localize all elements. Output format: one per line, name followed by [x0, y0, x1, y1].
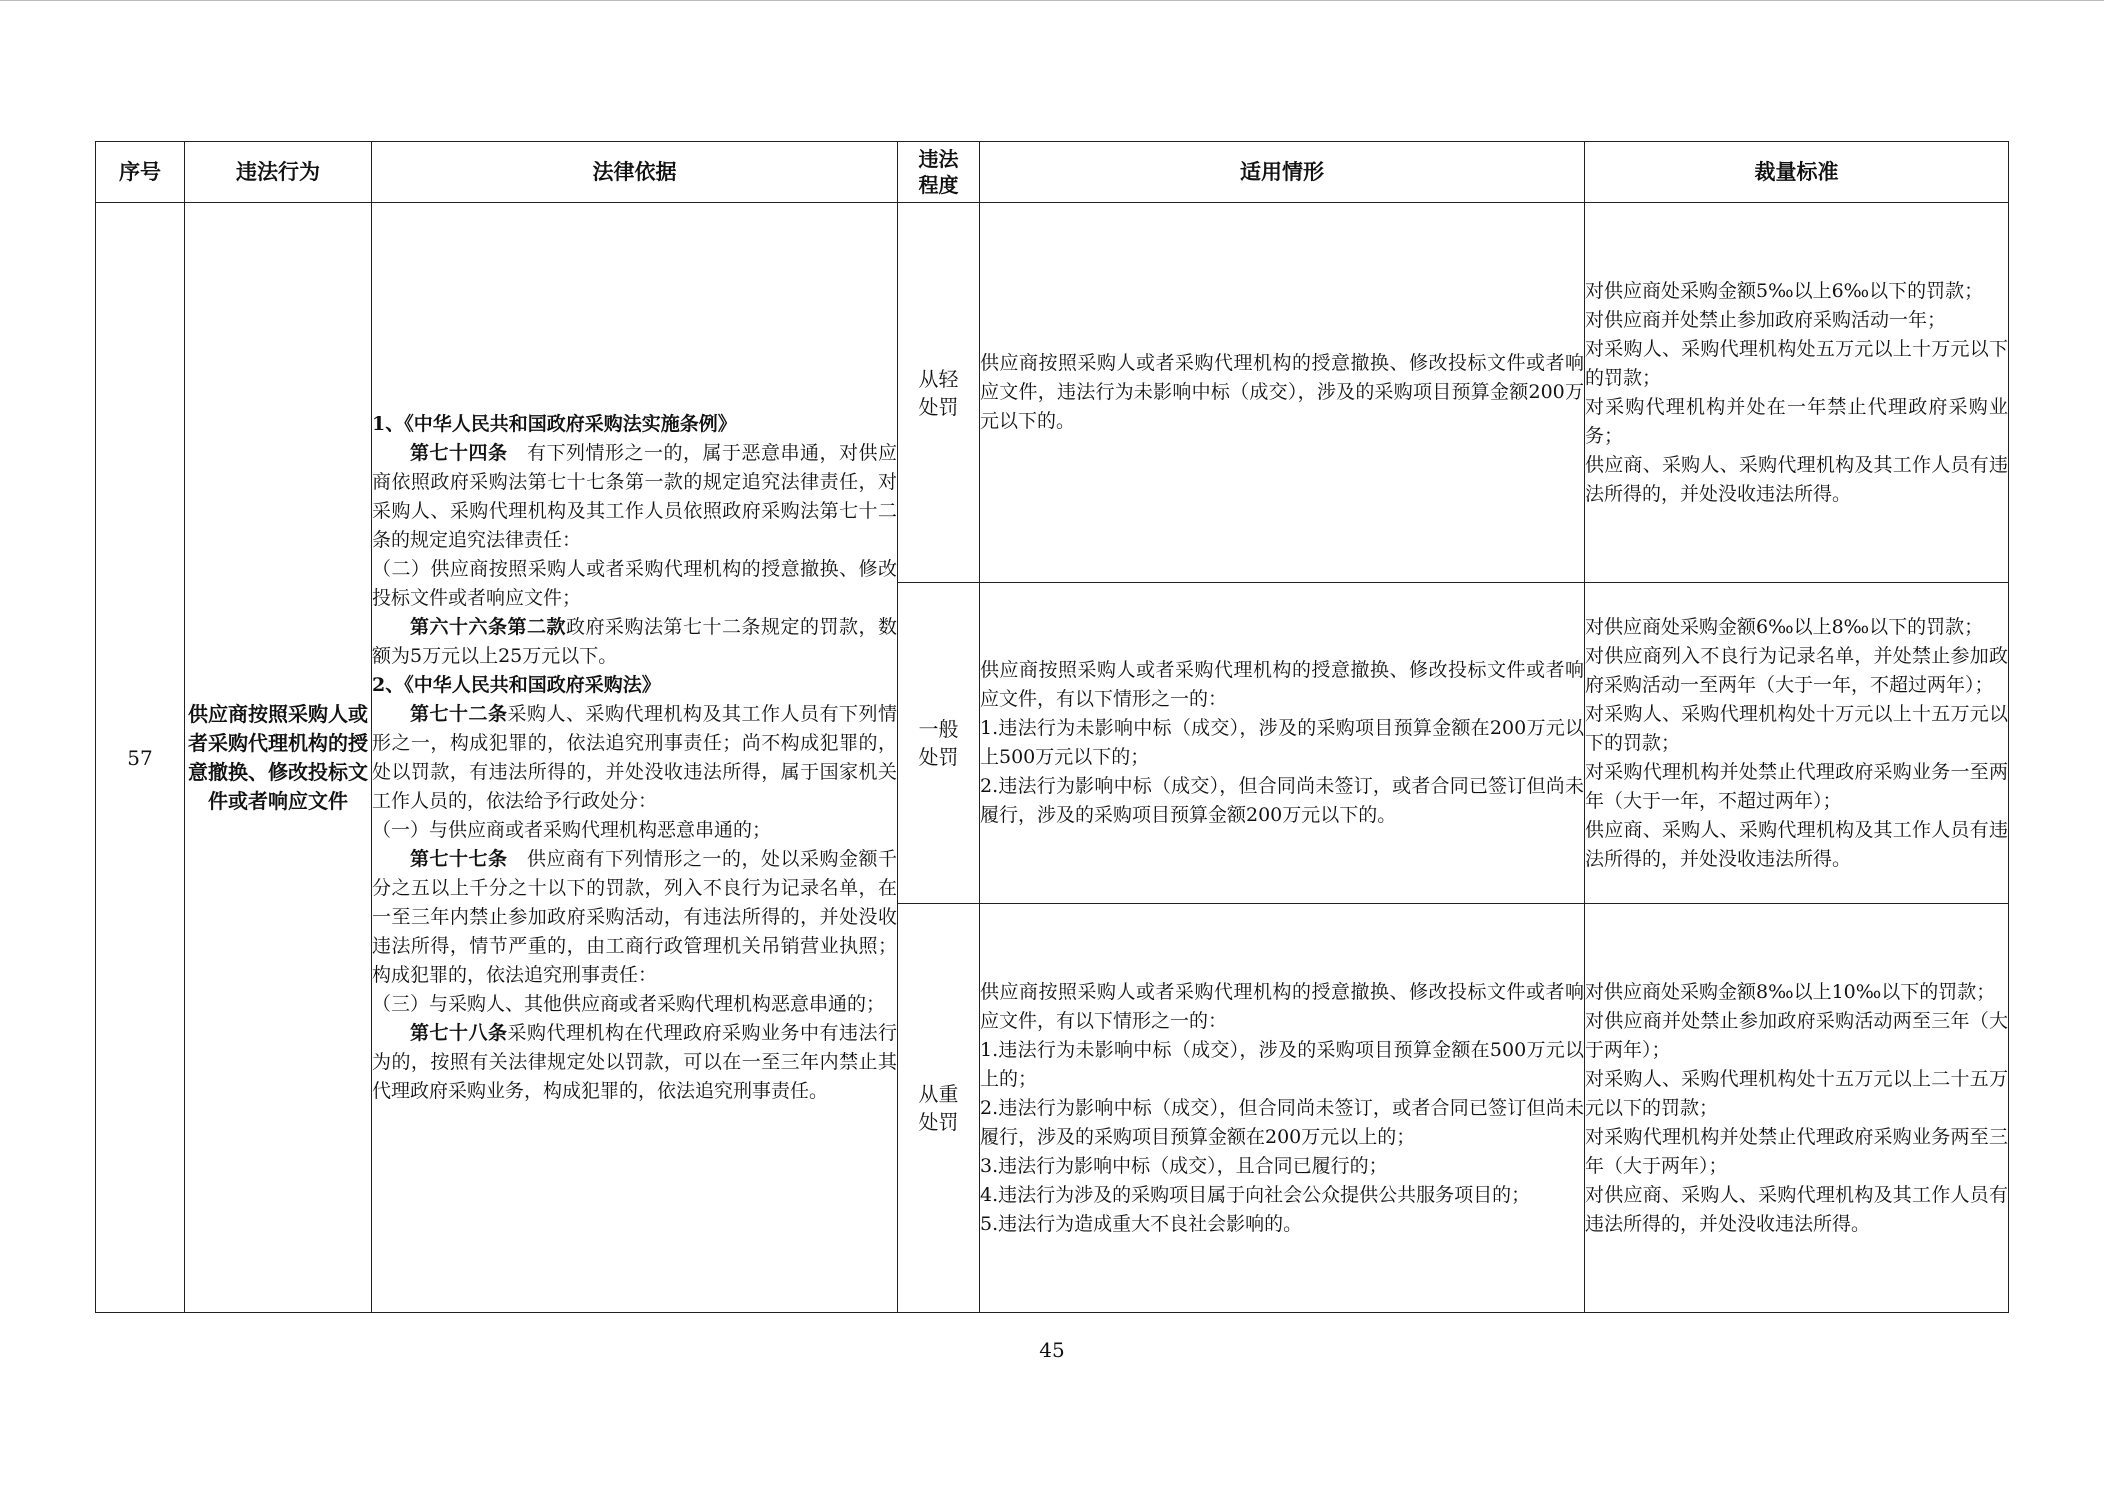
standard-line: 对采购人、采购代理机构处十万元以上十五万元以下的罚款； [1585, 702, 2008, 754]
article-78-head: 第七十八条 [410, 1021, 508, 1044]
degree-general [898, 583, 980, 904]
article-66 [372, 613, 897, 671]
standard-general [1585, 583, 2009, 904]
article-66-head: 第六十六条第二款 [410, 615, 566, 638]
situation-line: 5.违法行为造成重大不良社会影响的。 [980, 1212, 1303, 1235]
standard-heavy [1585, 904, 2009, 1313]
article-77 [372, 845, 897, 990]
degree-light-line2: 处罚 [918, 394, 959, 419]
article-77-head: 第七十七条 [410, 847, 508, 870]
article-74-head: 第七十四条 [410, 441, 508, 464]
article-74-item: （二）供应商按照采购人或者采购代理机构的授意撤换、修改投标文件或者响应文件； [372, 557, 897, 609]
degree-heavy-line1: 从重 [918, 1082, 959, 1106]
law-title-1: 1、《中华人民共和国政府采购法实施条例》 [372, 412, 737, 435]
situation-line: 1.违法行为未影响中标（成交），涉及的采购项目预算金额在500万元以上的； [980, 1038, 1584, 1090]
standard-line: 供应商、采购人、采购代理机构及其工作人员有违法所得的，并处没收违法所得。 [1585, 453, 2008, 505]
standard-line: 对采购代理机构并处禁止代理政府采购业务一至两年（大于一年，不超过两年）； [1585, 760, 2008, 812]
header-act: 违法行为 [185, 142, 372, 203]
page-number: 45 [1039, 1338, 1065, 1362]
article-74-text: 有下列情形之一的，属于恶意串通，对供应商依照政府采购法第七十七条第一款的规定追究法律责任，对采购人、采购代理机构及其工作人员依照政府采购法第七十二条的规定追究法律责任： [372, 441, 897, 551]
article-78 [372, 1019, 897, 1106]
standard-line: 对供应商处采购金额5‰以上6‰以下的罚款； [1585, 279, 1984, 302]
row-number: 57 [96, 203, 185, 1313]
standard-line: 对供应商并处禁止参加政府采购活动两至三年（大于两年）； [1585, 1009, 2008, 1061]
standard-line: 对供应商处采购金额8‰以上10‰以下的罚款； [1585, 980, 1996, 1003]
table-row [96, 203, 2009, 583]
header-law: 法律依据 [372, 142, 898, 203]
standard-line: 对供应商处采购金额6‰以上8‰以下的罚款； [1585, 615, 1984, 638]
article-77-item: （三）与采购人、其他供应商或者采购代理机构恶意串通的； [372, 992, 886, 1015]
situation-line: 2.违法行为影响中标（成交），但合同尚未签订，或者合同已签订但尚未履行，涉及的采购项目预算金额200万元以下的。 [980, 775, 1584, 826]
degree-heavy [898, 904, 980, 1313]
situation-line: 供应商按照采购人或者采购代理机构的授意撤换、修改投标文件或者响应文件，有以下情形之一的： [980, 659, 1584, 710]
standard-light [1585, 203, 2009, 583]
standard-line: 对采购代理机构并处禁止代理政府采购业务两至三年（大于两年）； [1585, 1125, 2008, 1177]
standard-line: 对供应商、采购人、采购代理机构及其工作人员有违法所得的，并处没收违法所得。 [1585, 1183, 2008, 1235]
standard-line: 对供应商列入不良行为记录名单，并处禁止参加政府采购活动一至两年（大于一年，不超过两年）； [1585, 644, 2008, 696]
degree-light-line1: 从轻 [918, 366, 959, 391]
violation-act: 供应商按照采购人或者采购代理机构的授意撤换、修改投标文件或者响应文件 [185, 203, 372, 1313]
situation-line: 3.违法行为影响中标（成交），且合同已履行的； [980, 1154, 1388, 1177]
article-66-text: 政府采购法第七十二条规定的罚款，数额为5万元以上25万元以下。 [372, 615, 897, 667]
penalty-table [95, 141, 2009, 1313]
header-no: 序号 [96, 142, 185, 203]
situation-line: 4.违法行为涉及的采购项目属于向社会公众提供公共服务项目的； [980, 1183, 1531, 1206]
article-72-head: 第七十二条 [410, 702, 508, 725]
page-top-border [0, 0, 2104, 1]
standard-line: 对采购人、采购代理机构处十五万元以上二十五万元以下的罚款； [1585, 1067, 2008, 1119]
article-77-text: 供应商有下列情形之一的，处以采购金额千分之五以上千分之十以下的罚款，列入不良行为记录名单，在一至三年内禁止参加政府采购活动，有违法所得的，并处没收违法所得，情节严重的，由工商行政管理机关吊销营业执照；构成犯罪的，依法追究刑事责任： [372, 847, 897, 986]
situation-light [980, 203, 1585, 583]
standard-line: 对采购代理机构并处在一年禁止代理政府采购业务； [1585, 395, 2008, 447]
degree-general-line2: 处罚 [918, 745, 959, 769]
standard-line: 对采购人、采购代理机构处五万元以上十万元以下的罚款； [1585, 337, 2008, 389]
law-title-2: 2、《中华人民共和国政府采购法》 [372, 673, 661, 696]
standard-line: 供应商、采购人、采购代理机构及其工作人员有违法所得的，并处没收违法所得。 [1585, 818, 2008, 870]
article-72 [372, 700, 897, 816]
article-72-text: 采购人、采购代理机构及其工作人员有下列情形之一，构成犯罪的，依法追究刑事责任；尚不构成犯罪的，处以罚款，有违法所得的，并处没收违法所得，属于国家机关工作人员的，依法给予行政处分： [372, 702, 897, 812]
situation-line: 1.违法行为未影响中标（成交），涉及的采购项目预算金额在200万元以上500万元以下的； [980, 717, 1584, 768]
degree-general-line1: 一般 [918, 717, 959, 741]
legal-basis [372, 203, 898, 1313]
header-degree [898, 142, 980, 203]
situation-line: 2.违法行为影响中标（成交），但合同尚未签订，或者合同已签订但尚未履行，涉及的采购项目预算金额在200万元以上的； [980, 1096, 1584, 1148]
header-degree-line1: 违法 [918, 147, 959, 171]
situation-line: 供应商按照采购人或者采购代理机构的授意撤换、修改投标文件或者响应文件，违法行为未影响中标（成交），涉及的采购项目预算金额200万元以下的。 [980, 352, 1584, 432]
standard-line: 对供应商并处禁止参加政府采购活动一年； [1585, 308, 1947, 331]
degree-light [898, 203, 980, 583]
header-situation: 适用情形 [980, 142, 1585, 203]
situation-heavy [980, 904, 1585, 1313]
article-78-text: 采购代理机构在代理政府采购业务中有违法行为的，按照有关法律规定处以罚款，可以在一至三年内禁止其代理政府采购业务，构成犯罪的，依法追究刑事责任。 [372, 1021, 897, 1102]
article-74 [372, 439, 897, 555]
header-degree-line2: 程度 [918, 173, 959, 197]
header-standard: 裁量标准 [1585, 142, 2009, 203]
situation-general [980, 583, 1585, 904]
header-row [96, 142, 2009, 203]
situation-line: 供应商按照采购人或者采购代理机构的授意撤换、修改投标文件或者响应文件，有以下情形之一的： [980, 980, 1584, 1032]
degree-heavy-line2: 处罚 [918, 1110, 959, 1134]
article-72-item: （一）与供应商或者采购代理机构恶意串通的； [372, 818, 772, 841]
